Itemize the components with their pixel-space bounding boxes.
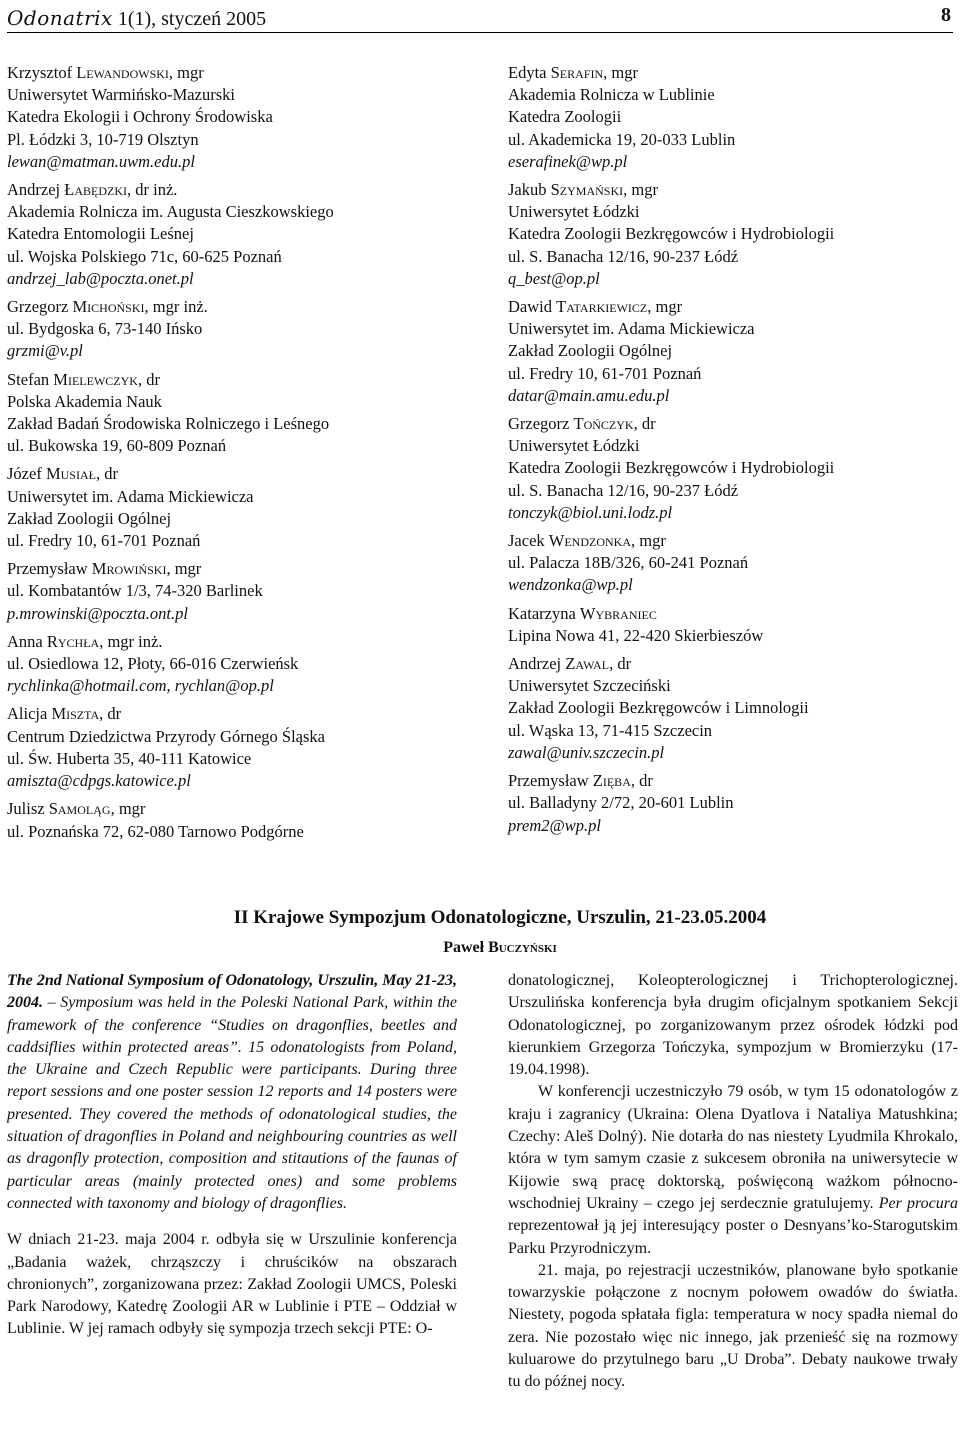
symposium-title: II Krajowe Sympozjum Odonatologiczne, Urszulin, 21-23.05.2004 — [233, 907, 767, 928]
paragraph-3-text-end: reprezentował ją jej interesujący poster o Desnyans’ko-Starogutskim Parku Przyrodniczym. — [508, 1217, 958, 1257]
abstract-heading: The 2nd National Symposium of Odonatology, Urszulin, May 21-23, 2004. — [7, 972, 457, 1012]
person-name — [7, 179, 447, 201]
surname: Rychła — [46, 631, 100, 651]
degree: , mgr — [603, 63, 638, 82]
degree: , dr — [630, 771, 653, 791]
email-link[interactable]: wendzonka@wp.pl — [508, 575, 633, 595]
first-name: Alicja — [7, 704, 52, 724]
first-name: Jakub — [508, 180, 551, 200]
address-line: Uniwersytet Szczeciński — [508, 676, 671, 696]
surname: Łabędzki — [64, 180, 128, 200]
surname: Mielewczyk — [53, 369, 138, 389]
address-line: ul. Fredry 10, 61-701 Poznań — [7, 531, 201, 551]
person-name — [508, 770, 948, 792]
surname: Michoński — [72, 297, 145, 317]
address-entry — [7, 369, 447, 458]
address-line: ul. Akademicka 19, 20-033 Lublin — [508, 129, 736, 149]
surname: Wendzonka — [548, 531, 632, 551]
surname: Szymański — [550, 180, 624, 200]
address-line: Katedra Zoologii Bezkręgowców i Hydrobiologii — [508, 224, 835, 244]
person-name — [7, 798, 447, 820]
email-link[interactable]: p.mrowinski@poczta.ont.pl — [7, 603, 188, 623]
person-name — [508, 603, 948, 625]
first-name: Andrzej — [508, 654, 566, 674]
first-name: Grzegorz — [7, 297, 73, 317]
first-name: Andrzej — [7, 180, 65, 200]
degree: , dr — [99, 704, 122, 724]
address-entry — [7, 463, 447, 552]
first-name: Dawid — [508, 297, 557, 317]
email-link[interactable]: tonczyk@biol.uni.lodz.pl — [508, 502, 673, 522]
email-link[interactable]: rychlinka@hotmail.com, rychlan@op.pl — [7, 676, 274, 696]
abstract-text: – Symposium was held in the Poleski National Park, within the framework of the conference “Studies on dragonflies, beetles and caddsiflies within protected areas”. 15 odonatologists from Poland, the Ukraine and Czech Republic were participants. During three report sessions and one poster session 12 reports and 14 posters were presented. They covered the methods of odonatological studies, the situation of dragonflies in Poland and neighbouring countries as well as dragonfly protection, composition and stitautions of the faunas of particular areas (mainly protected ones) and some problems connected with taxonomy and biology of dragonflies. — [7, 994, 457, 1212]
surname: Musiał — [45, 464, 96, 484]
article-column-left — [7, 970, 457, 1341]
first-name: Stefan — [7, 369, 54, 389]
address-line: ul. S. Banacha 12/16, 90-237 Łódź — [508, 246, 739, 266]
person-name — [7, 703, 447, 725]
address-line: ul. Kombatantów 1/3, 74-320 Barlinek — [7, 581, 263, 601]
address-entry — [508, 770, 948, 837]
person-name — [508, 653, 948, 675]
first-name: Krzysztof — [7, 63, 77, 82]
paragraph-3-text: W konferencji uczestniczyło 79 osób, w tym 15 odonatologów z kraju i zagranicy (Ukraina: Olena Dyatlova i Nataliya Matushkina; Czechy: Aleš Dolný). Nie dotarła do nas niestety Lyudmila Khrokalo, która w tym samym czasie z sukcesem obroniła na uniwersytecie w Kijowie swą pracę doktorską, poświęconą ważkom północno-wschodniej Ukrainy – czego jej serdecznie gratulujemy. — [508, 1083, 958, 1212]
address-line: Zakład Zoologii Ogólnej — [508, 341, 673, 361]
first-name: Przemysław — [7, 559, 92, 579]
email-link[interactable]: datar@main.amu.edu.pl — [508, 385, 670, 405]
first-name: Jacek — [508, 531, 549, 551]
person-name — [508, 296, 948, 318]
person-name — [508, 179, 948, 201]
surname: Tatarkiewicz — [556, 297, 648, 317]
address-line: Katedra Zoologii Bezkręgowców i Hydrobiologii — [508, 458, 835, 478]
address-line: Zakład Zoologii Ogólnej — [7, 508, 172, 528]
address-entry — [508, 603, 948, 647]
degree: , dr inż. — [127, 180, 178, 200]
article-paragraph-2: donatologicznej, Koleopterologicznej i Trichopterologicznej. Urszulińska konferencja była drugim oficjalnym spotkaniem Sekcji Odonatologicznej, po zorganizowanym przez ośrodek łódzki pod kierunkiem Grzegorza Tończyka, sympozjum w Bromierzyku (17-19.04.1998). — [508, 972, 958, 1079]
degree: , mgr inż. — [99, 631, 163, 651]
email-link[interactable]: amiszta@cdpgs.katowice.pl — [7, 771, 191, 791]
person-name — [508, 530, 948, 552]
article-column-right — [508, 970, 958, 1394]
address-line: Uniwersytet Łódzki — [508, 436, 640, 456]
address-line: Katedra Zoologii — [508, 107, 622, 127]
address-entry — [7, 798, 447, 842]
address-line: ul. Bydgoska 6, 73-140 Ińsko — [7, 319, 203, 339]
degree: , dr — [137, 369, 160, 389]
first-name: Józef — [7, 464, 46, 484]
address-line: Centrum Dziedzictwa Przyrody Górnego Śląska — [7, 726, 325, 746]
article-paragraph-3 — [508, 1081, 958, 1259]
address-entry — [508, 530, 948, 597]
email-link[interactable]: lewan@matman.uwm.edu.pl — [7, 151, 195, 171]
address-line: Zakład Badań Środowiska Rolniczego i Leśnego — [7, 414, 330, 434]
surname: Tończyk — [573, 414, 634, 434]
article-paragraph-4: 21. maja, po rejestracji uczestników, planowane było spotkanie towarzyskie połączone z nocnym połowem owadów do światła. Niestety, pogoda spłatała figla: temperatura w nocy spadła niemal do zera. Nie pozostało więc nic innego, jak przenieść się na rozmowy kuluarowe do przytulnego baru „U Droba”. Debaty naukowe trwały tu do późnej nocy. — [508, 1261, 958, 1391]
address-line: ul. Palacza 18B/326, 60-241 Poznań — [508, 553, 749, 573]
degree: , mgr — [623, 180, 658, 200]
journal-issue: 1(1), styczeń 2005 — [112, 8, 267, 30]
address-entry — [508, 296, 948, 407]
address-entry — [7, 179, 447, 290]
page-header — [7, 2, 953, 33]
address-line: Zakład Zoologii Bezkręgowców i Limnologii — [508, 698, 809, 718]
address-list-left — [7, 62, 447, 849]
address-line: ul. Wojska Polskiego 71c, 60-625 Poznań — [7, 246, 282, 266]
author-first-name: Paweł — [443, 939, 489, 956]
address-list-right — [508, 62, 948, 843]
first-name: Grzegorz — [508, 414, 574, 434]
address-entry — [7, 558, 447, 625]
first-name: Edyta — [508, 63, 551, 82]
address-line: ul. Fredry 10, 61-701 Poznań — [508, 363, 702, 383]
address-entry — [508, 179, 948, 290]
address-entry — [508, 413, 948, 524]
article-paragraph-1: W dniach 21-23. maja 2004 r. odbyła się w Urszulinie konferencja „Badania ważek, chrząszczy i chruścików na obszarach chronionych”, zorganizowana przez: Zakład Zoologii UMCS, Poleski Park Narodowy, Katedrę Zoologii AR w Lublinie i PTE – Oddział w Lublinie. W jej ramach odbyły się sympozja trzech sekcji PTE: O- — [7, 1231, 457, 1338]
degree: , dr — [95, 464, 118, 484]
symposium-author — [150, 939, 850, 957]
surname: Zięba — [592, 771, 631, 791]
address-entry — [7, 296, 447, 363]
degree: , mgr — [631, 531, 666, 551]
person-name — [7, 463, 447, 485]
degree: , mgr inż. — [144, 297, 208, 317]
journal-name: Odonatrix — [7, 6, 113, 30]
person-name — [508, 413, 948, 435]
author-last-name: Buczyński — [488, 939, 557, 956]
email-link[interactable]: andrzej_lab@poczta.onet.pl — [7, 268, 194, 288]
person-name — [7, 369, 447, 391]
person-name — [7, 296, 447, 318]
first-name: Przemysław — [508, 771, 593, 791]
degree: , mgr — [647, 297, 683, 317]
address-line: Polska Akademia Nauk — [7, 391, 162, 411]
address-line: Uniwersytet im. Adama Mickiewicza — [508, 319, 755, 339]
address-line: ul. Wąska 13, 71-415 Szczecin — [508, 720, 713, 740]
degree: , mgr — [166, 559, 202, 579]
address-line: Akademia Rolnicza w Lublinie — [508, 85, 715, 105]
surname: Miszta — [51, 704, 100, 724]
address-line: Uniwersytet Warmińsko-Mazurski — [7, 85, 235, 105]
person-name — [7, 558, 447, 580]
first-name: Anna — [7, 631, 47, 651]
address-line: ul. Osiedlowa 12, Płoty, 66-016 Czerwieńsk — [7, 654, 299, 674]
person-name — [508, 62, 948, 84]
first-name: Katarzyna — [508, 603, 580, 623]
degree: , mgr — [168, 63, 204, 82]
person-name — [7, 62, 447, 84]
email-link[interactable]: eserafinek@wp.pl — [508, 151, 628, 171]
surname: Zawal — [565, 654, 610, 674]
address-entry — [7, 703, 447, 792]
person-name — [7, 631, 447, 653]
address-line: ul. Św. Huberta 35, 40-111 Katowice — [7, 748, 252, 768]
paragraph-3-italic: Per procura — [878, 1194, 959, 1212]
address-entry — [7, 631, 447, 698]
abstract — [7, 970, 457, 1215]
email-link[interactable]: prem2@wp.pl — [508, 815, 601, 835]
email-link[interactable]: q_best@op.pl — [508, 268, 600, 288]
address-entry — [7, 62, 447, 173]
address-line: Katedra Entomologii Leśnej — [7, 224, 194, 244]
page-number: 8 — [941, 4, 951, 26]
email-link[interactable]: grzmi@v.pl — [7, 341, 83, 361]
first-name: Julisz — [7, 799, 49, 819]
address-line: Pl. Łódzki 3, 10-719 Olsztyn — [7, 129, 199, 149]
degree: , mgr — [110, 799, 146, 819]
address-line: ul. Balladyny 2/72, 20-601 Lublin — [508, 793, 734, 813]
journal-title — [7, 6, 266, 31]
address-line: Uniwersytet im. Adama Mickiewicza — [7, 486, 254, 506]
address-line: ul. Bukowska 19, 60-809 Poznań — [7, 436, 227, 456]
degree: , dr — [633, 414, 656, 434]
surname: Samoląg — [48, 799, 111, 819]
surname: Wybraniec — [579, 603, 657, 623]
email-link[interactable]: zawal@univ.szczecin.pl — [508, 742, 665, 762]
surname: Lewandowski — [76, 63, 169, 82]
address-line: Uniwersytet Łódzki — [508, 202, 640, 222]
address-line: ul. S. Banacha 12/16, 90-237 Łódź — [508, 480, 739, 500]
surname: Serafin — [550, 63, 604, 82]
address-line: ul. Poznańska 72, 62-080 Tarnowo Podgórne — [7, 821, 304, 841]
address-line: Lipina Nowa 41, 22-420 Skierbieszów — [508, 625, 764, 645]
address-entry — [508, 653, 948, 764]
address-line: Akademia Rolnicza im. Augusta Cieszkowskiego — [7, 202, 334, 222]
address-entry — [508, 62, 948, 173]
degree: , dr — [609, 654, 632, 674]
surname: Mrowiński — [91, 559, 167, 579]
address-line: Katedra Ekologii i Ochrony Środowiska — [7, 107, 273, 127]
